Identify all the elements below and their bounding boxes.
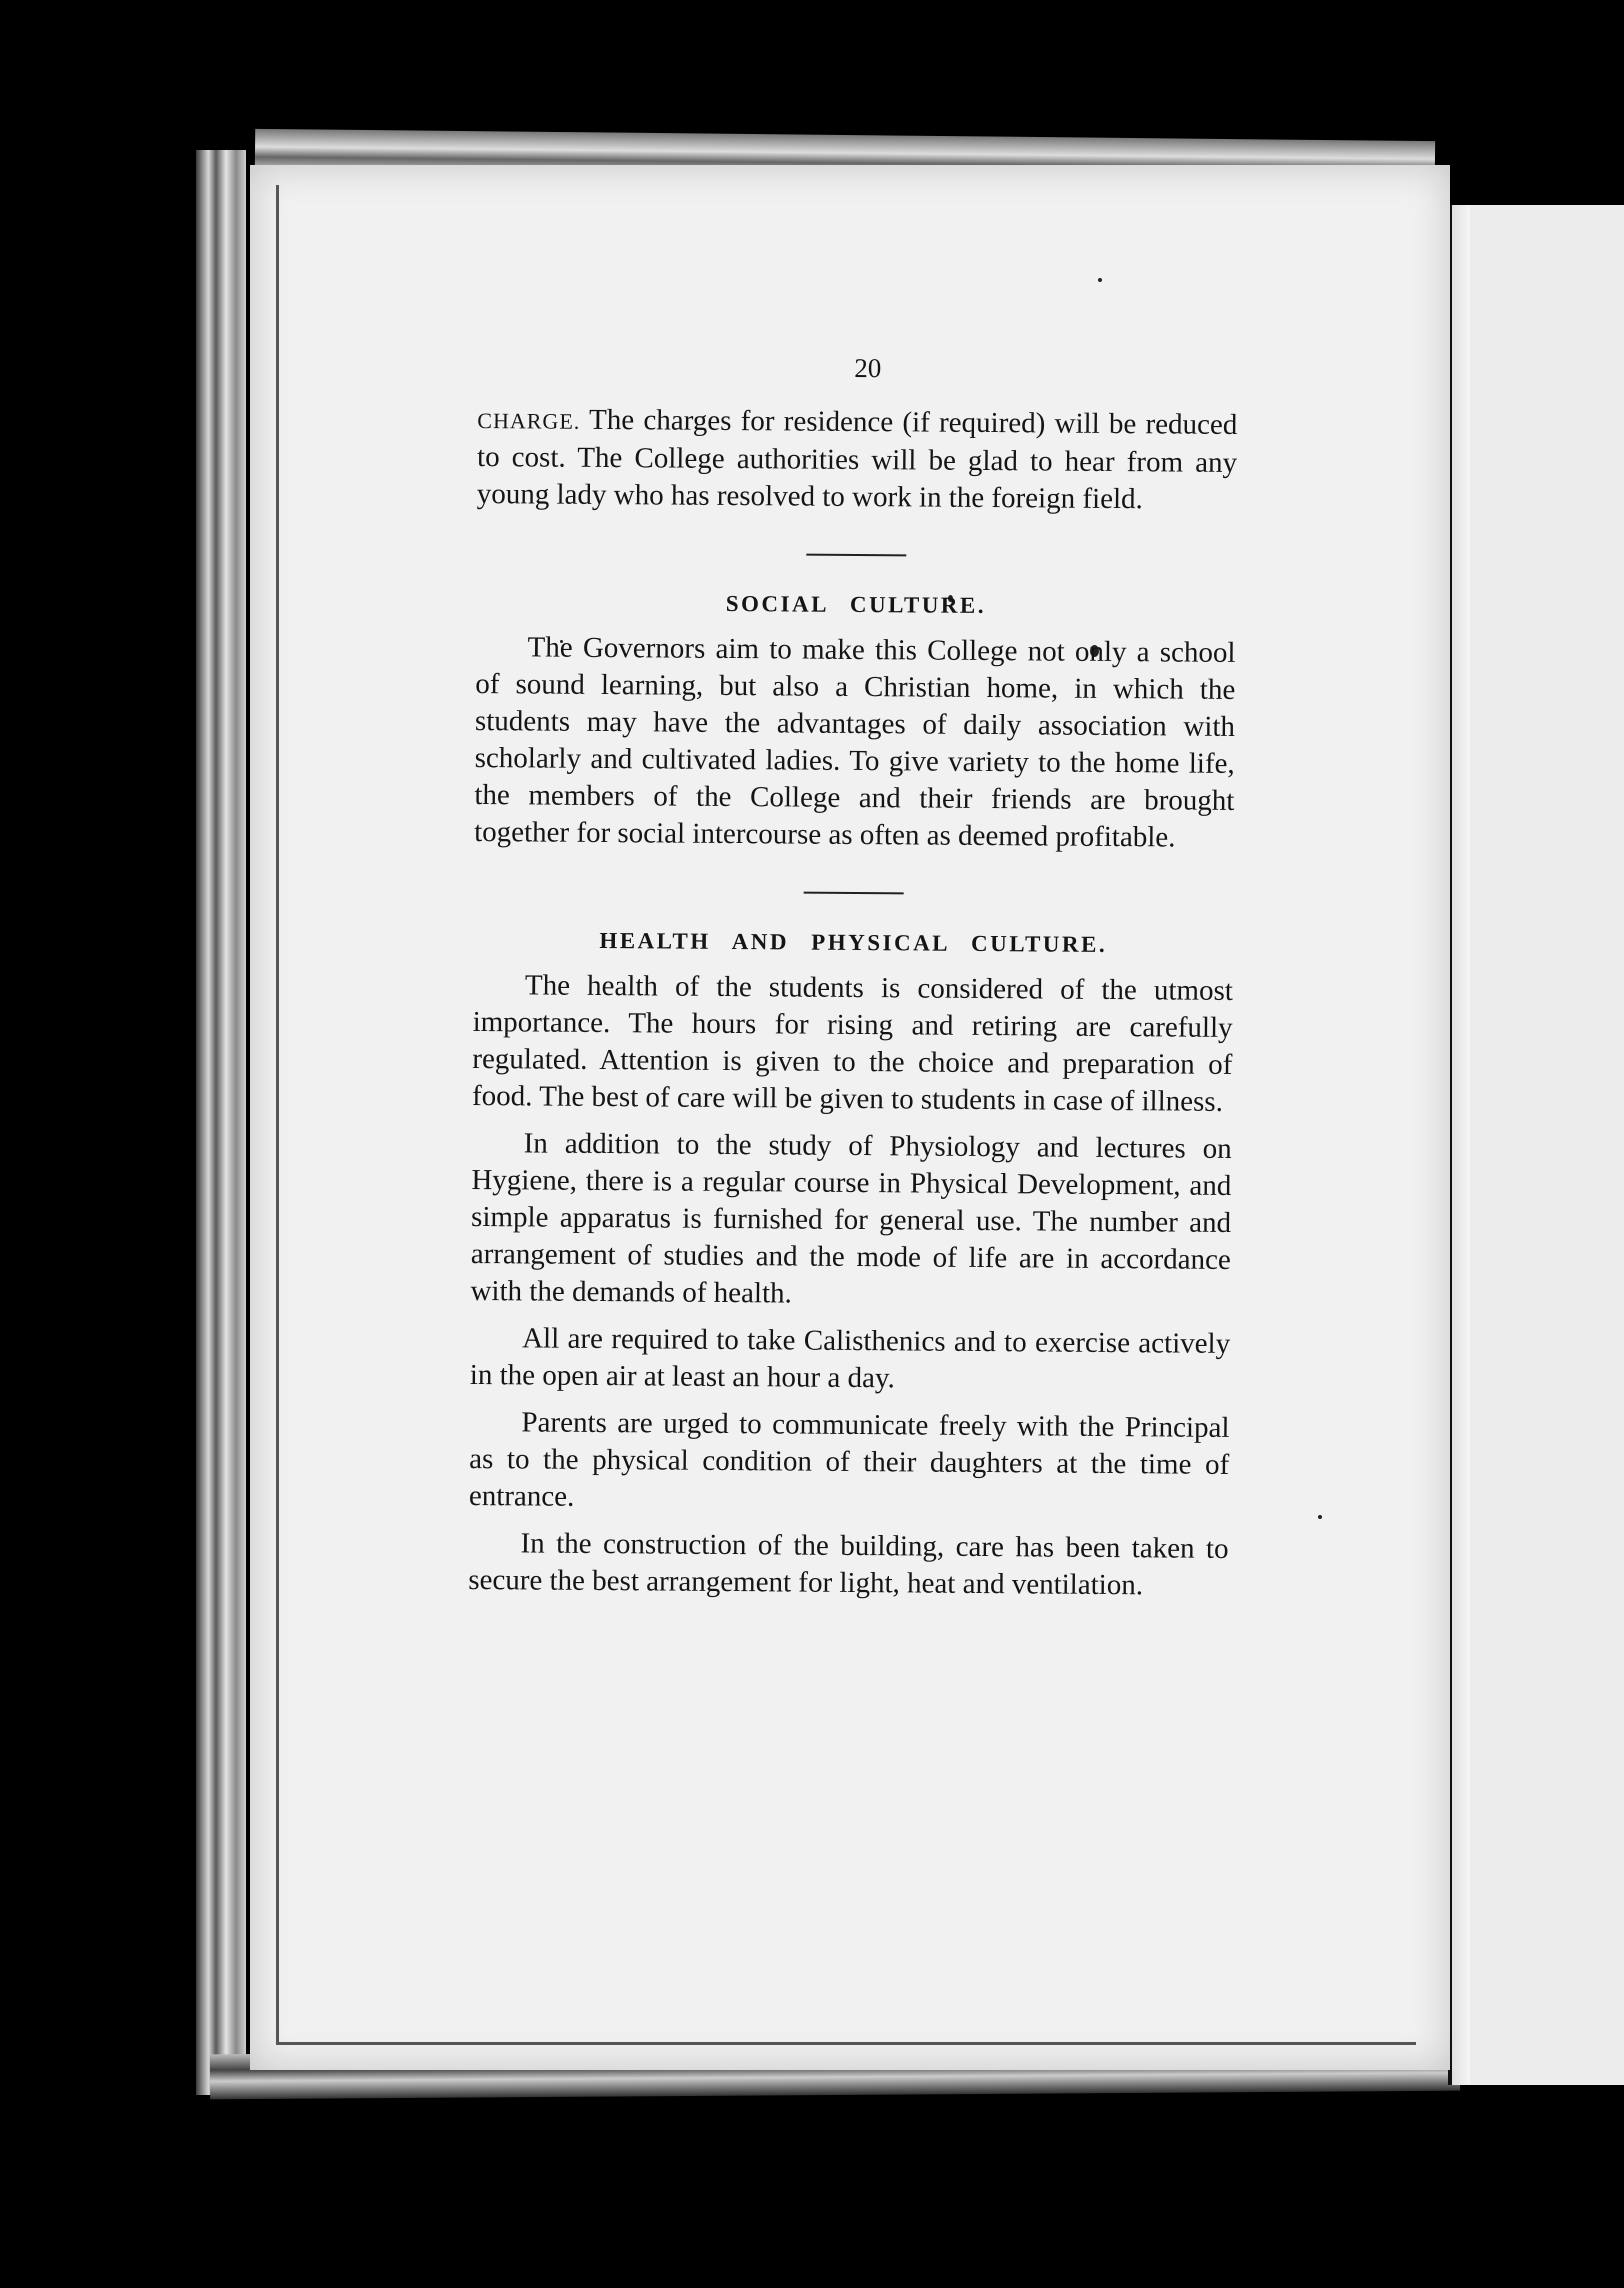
- health-paragraph: In the construction of the building, care has been taken to secure the best arrangement for light, heat and ventilation.: [468, 1527, 1229, 1602]
- section-divider: [806, 554, 906, 557]
- health-paragraph: The health of the students is considered of the utmost importance. The hours for rising and retiring are carefully regulated. Attention is given to the choice and preparation of food. The best of care will be given to students in case of illness.: [471, 969, 1234, 1118]
- health-paragraph: All are required to take Calisthenics and to exercise actively in the open air at least an hour a day.: [469, 1322, 1231, 1395]
- health-paragraph: Parents are urged to communicate freely with the Principal as to the physical condition of their daughters at the time of entrance.: [468, 1406, 1230, 1513]
- section-heading-social-culture: SOCIAL CULTURE.: [725, 590, 987, 618]
- facing-page: [1448, 205, 1624, 2085]
- section-heading-health: HEALTH AND PHYSICAL CULTURE.: [599, 927, 1108, 957]
- section-divider: [804, 892, 904, 895]
- page-text: [468, 340, 1238, 1605]
- health-paragraph: In addition to the study of Physiology and lectures on Hygiene, there is a regular course in Physical Development, and simple apparatus is furnished for general use. The number and arrangement of studies and the mode of life are in accordance with the demands of health.: [470, 1127, 1232, 1310]
- facing-page-gutter: [1452, 205, 1470, 2085]
- charge-paragraph: [477, 401, 1238, 519]
- charge-lead: CHARGE.: [477, 407, 581, 434]
- charge-text: The charges for residence (if required) will be reduced to cost. The College authorities will be glad to hear from any young lady who has resolved to work in the foreign field.: [476, 403, 1238, 516]
- social-culture-paragraph: The Governors aim to make this College not only a school of sound learning, but also a Christian home, in which the students may have the advantages of daily association with scholarly and cultivated ladies. To give variety to the home life, the members of the College and their friends are brought together for social intercourse as often as deemed profitable.: [474, 631, 1236, 854]
- scan-speck: [1098, 278, 1102, 282]
- scan-speck: [1318, 1515, 1322, 1519]
- page-number: 20: [854, 352, 882, 384]
- left-page-edge: [196, 150, 246, 2095]
